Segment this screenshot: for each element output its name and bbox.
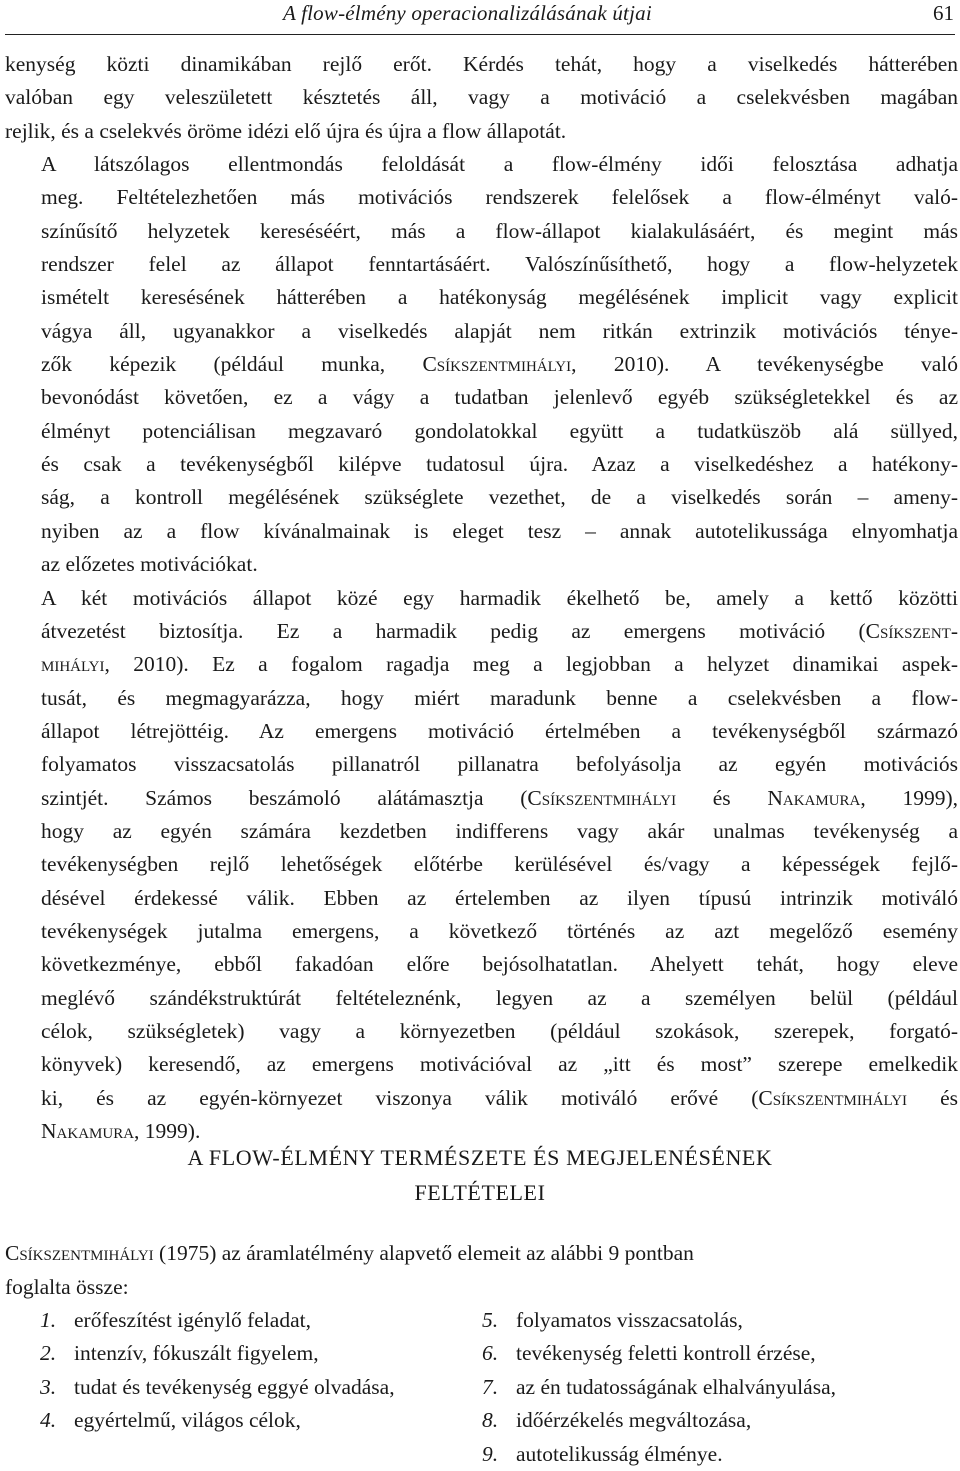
text-line: nyiben az a flow kívánalmainak is eleget tesz – annak autotelikussága elnyomhatja xyxy=(41,518,958,543)
list-item-text: tudat és tevékenység eggyé olvadása, xyxy=(74,1374,395,1399)
text-line: folyamatos visszacsatolás pillanatról pillanatra befolyásolja az egyén motivációs xyxy=(41,752,958,777)
text-line: rejlik, és a cselekvés öröme idézi elő újra és újra a flow állapotát. xyxy=(5,118,567,143)
list-item-number: 2. xyxy=(40,1341,57,1366)
list-item xyxy=(40,1337,470,1370)
intro-text-2: foglalta össze: xyxy=(5,1274,129,1299)
text-line: tusát, és megmagyarázza, hogy miért maradunk benne a cselekvésben a flow- xyxy=(41,685,958,710)
text-line: átvezetést biztosítja. Ez a harmadik pedig az emergens motiváció (Csíkszent- xyxy=(41,618,958,643)
text-line: mihályi, 2010). Ez a fogalom ragadja meg a legjobban a helyzet dinamikai aspek- xyxy=(41,652,958,677)
list-item-text: egyértelmű, világos célok, xyxy=(74,1408,301,1433)
text-line: szintjét. Számos beszámoló alátámasztja (Csíkszentmihályi és Nakamura, 1999), xyxy=(41,785,958,810)
list-item xyxy=(482,1371,952,1404)
text-line: valóban egy veleszületett késztetés áll, vagy a motiváció a cselekvésben magában xyxy=(5,85,958,110)
list-item-text: időérzékelés megváltozása, xyxy=(516,1408,752,1433)
list-item-text: erőfeszítést igénylő feladat, xyxy=(74,1308,311,1332)
list-item-text: intenzív, fókuszált figyelem, xyxy=(74,1341,319,1366)
text-line: ság, a kontroll megélésének szükséglete vezethet, de a viselkedés során – ameny- xyxy=(41,485,958,510)
list-item-number: 7. xyxy=(482,1374,499,1399)
author-name: mihályi xyxy=(41,652,105,677)
text-line: A két motivációs állapot közé egy harmadik ékelhető be, amely a kettő közötti xyxy=(41,585,958,610)
list-item-number: 1. xyxy=(40,1308,57,1332)
text-line: célok, szükségletek) vagy a környezetben (például szokások, szerepek, forgató- xyxy=(41,1018,958,1043)
text-line: vágya áll, ugyanakkor a viselkedés alapját nem ritkán extrinzik motivációs ténye- xyxy=(41,318,958,343)
page-number: 61 xyxy=(933,1,954,25)
header-rule xyxy=(5,34,955,35)
list-item-text: tevékenység feletti kontroll érzése, xyxy=(516,1341,816,1366)
list-item xyxy=(482,1438,952,1471)
author-name: Csíkszentmihályi xyxy=(422,352,572,377)
section-heading-line-1: A FLOW-ÉLMÉNY TERMÉSZETE ÉS MEGJELENÉSÉNEK xyxy=(187,1145,773,1170)
author-name: Nakamura xyxy=(41,1119,135,1143)
text-line: ki, és az egyén-környezet viszonya válik motiváló erővé (Csíkszentmihályi és xyxy=(41,1085,958,1110)
text-line: meglévő szándékstruktúrát feltételeznénk, legyen az a személyen belül (például xyxy=(41,985,958,1010)
page-header xyxy=(0,0,960,34)
text-line: kenység közti dinamikában rejlő erőt. Kérdés tehát, hogy a viselkedés hátterében xyxy=(5,52,958,76)
section-heading xyxy=(0,1140,960,1210)
running-head: A flow-élmény operacionalizálásának útjai xyxy=(283,1,652,25)
list-intro xyxy=(5,1237,958,1304)
list-item xyxy=(482,1304,952,1337)
text-line: élményt potenciálisan megzavaró gondolatokkal együtt a tudatküszöb alá süllyed, xyxy=(41,418,958,443)
list-item-number: 3. xyxy=(40,1374,57,1399)
text-line: ismételt keresésének hátterében a hatékonyság megélésének implicit vagy explicit xyxy=(41,285,958,310)
list-item-number: 5. xyxy=(482,1308,499,1332)
list-item xyxy=(40,1304,470,1337)
text-line: tevékenységben rejlő lehetőségek előtérbe kerülésével és/vagy a képességek fejlő- xyxy=(41,852,958,877)
text-line: meg. Feltételezhetően más motivációs rendszerek felelősek a flow-élményt való- xyxy=(41,185,958,210)
intro-text: (1975) az áramlatélmény alapvető elemeit az alábbi 9 pontban xyxy=(153,1241,694,1265)
author-name: Csíkszent- xyxy=(865,618,958,643)
author-name: Csíkszentmihályi xyxy=(758,1085,908,1110)
list-item-number: 6. xyxy=(482,1341,499,1366)
list-item xyxy=(482,1337,952,1370)
text-line: Nakamura, 1999). xyxy=(41,1119,201,1143)
text-line: könyvek) keresendő, az emergens motivációval az „itt és most” szerepe emelkedik xyxy=(41,1052,958,1077)
paragraph-1 xyxy=(5,48,958,148)
text-line: A látszólagos ellentmondás feloldását a flow-élmény idői felosztása adhatja xyxy=(41,152,958,177)
text-line: rendszer felel az állapot fenntartásáért. Valószínűsíthető, hogy a flow-helyzetek xyxy=(41,252,958,277)
paragraph-3 xyxy=(5,582,958,1149)
feature-list-left xyxy=(40,1304,470,1438)
text-line: és csak a tevékenységből kilépve tudatosul újra. Azaz a viselkedéshez a hatékony- xyxy=(41,452,958,477)
author-name: Csíkszentmihályi xyxy=(5,1241,154,1265)
list-item-number: 9. xyxy=(482,1441,499,1466)
text-line: zők képezik (például munka, Csíkszentmihályi, 2010). A tevékenységbe való xyxy=(41,352,959,377)
text-line: állapot létrejöttéig. Az emergens motiváció értelmében a tevékenységből származó xyxy=(41,718,958,743)
feature-list-right xyxy=(482,1304,952,1471)
text-line: hogy az egyén számára kezdetben indifferens vagy akár unalmas tevékenység a xyxy=(41,818,958,843)
text-line: színűsítő helyzetek kereséséért, más a flow-állapot kialakulásáért, és megint más xyxy=(41,218,958,243)
author-name: Csíkszentmihályi xyxy=(527,785,677,810)
body-text xyxy=(5,48,958,1148)
list-item-number: 4. xyxy=(40,1408,57,1433)
author-name: Nakamura xyxy=(767,785,861,810)
list-item-number: 8. xyxy=(482,1408,499,1433)
list-item-text: folyamatos visszacsatolás, xyxy=(516,1308,743,1332)
list-item xyxy=(40,1371,470,1404)
text-line: désével érdekessé válik. Ebben az értelemben az ilyen típusú intrinzik motiváló xyxy=(41,885,958,910)
text-line: tevékenységek jutalma emergens, a következő történés az azt megelőző esemény xyxy=(41,918,958,943)
list-item-text: az én tudatosságának elhalványulása, xyxy=(516,1374,836,1399)
section-heading-line-2: FELTÉTELEI xyxy=(414,1180,546,1205)
text-line: az előzetes motivációkat. xyxy=(41,552,258,577)
text-line: bevonódást követően, ez a vágy a tudatban jelenlevő egyéb szükségletekkel és az xyxy=(41,385,958,410)
list-item-text: autotelikusság élménye. xyxy=(516,1441,723,1466)
list-item xyxy=(482,1404,952,1437)
text-line: következménye, ebből fakadóan előre bejósolhatatlan. Ahelyett tehát, hogy eleve xyxy=(41,952,958,977)
list-item xyxy=(40,1404,470,1437)
paragraph-2 xyxy=(5,148,958,581)
